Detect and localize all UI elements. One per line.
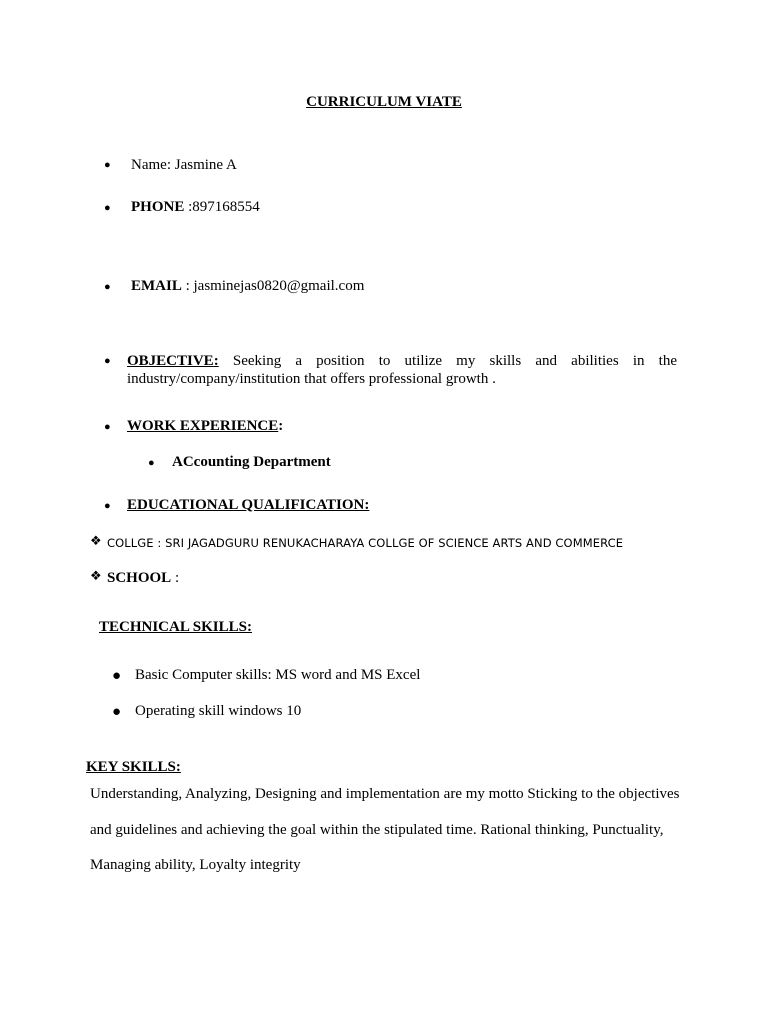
bullet-icon: ● [148,457,155,469]
bullet-icon: ● [104,202,111,214]
technical-skills-label: TECHNICAL SKILLS: [99,619,252,635]
key-skills-heading [82,759,181,776]
objective-colon: : [213,353,219,369]
work-experience-label: WORK EXPERIENCE [127,418,279,434]
school-line [107,570,179,587]
bullet-icon: ● [104,159,111,171]
bullet-icon: ● [104,281,111,293]
key-skills-paragraph: Understanding, Analyzing, Designing and implementation are my motto Sticking to the objectives and guidelines and achieving the goal within the stipulated time. Rational thinking, Punctuality, Managing ability, Loyalty integrity [90,786,680,873]
diamond-bullet-icon: ❖ [90,569,102,584]
objective-text: Seeking a position to utilize my skills and abilities in the industry/company/institution that offers professional growth . [127,353,677,387]
key-skills-label: KEY SKILLS: [86,759,181,775]
email-value: : jasminejas0820@gmail.com [181,278,365,294]
bullet-icon: ● [104,355,111,367]
technical-skill-item: Basic Computer skills: MS word and MS Excel [135,667,421,683]
phone-value: :897168554 [184,199,260,215]
bullet-icon: ● [104,500,111,512]
school-label: SCHOOL [107,570,172,586]
name-line: Name: Jasmine A [131,157,237,173]
objective-label: OBJECTIVE [127,353,214,369]
email-label: EMAIL [131,278,182,294]
email-line [131,278,364,295]
bullet-icon: ● [112,668,122,684]
bullet-icon: ● [112,704,122,720]
school-value: : [171,570,180,586]
bullet-icon: ● [104,421,111,433]
college-line: COLLGE : SRI JAGADGURU RENUKACHARAYA COLLGE OF SCIENCE ARTS AND COMMERCE [107,536,624,550]
phone-label: PHONE [131,199,185,215]
work-experience-item: ACcounting Department [172,454,331,470]
education-label: EDUCATIONAL QUALIFICATION: [127,497,370,513]
objective-paragraph [127,352,677,388]
technical-skill-item: Operating skill windows 10 [135,703,302,719]
work-experience-heading [127,418,283,435]
diamond-bullet-icon: ❖ [90,534,102,549]
document-title: CURRICULUM VIATE [306,94,462,110]
phone-line [131,199,260,216]
education-heading [127,497,369,514]
technical-skills-heading [99,619,252,636]
work-experience-colon: : [278,418,284,434]
